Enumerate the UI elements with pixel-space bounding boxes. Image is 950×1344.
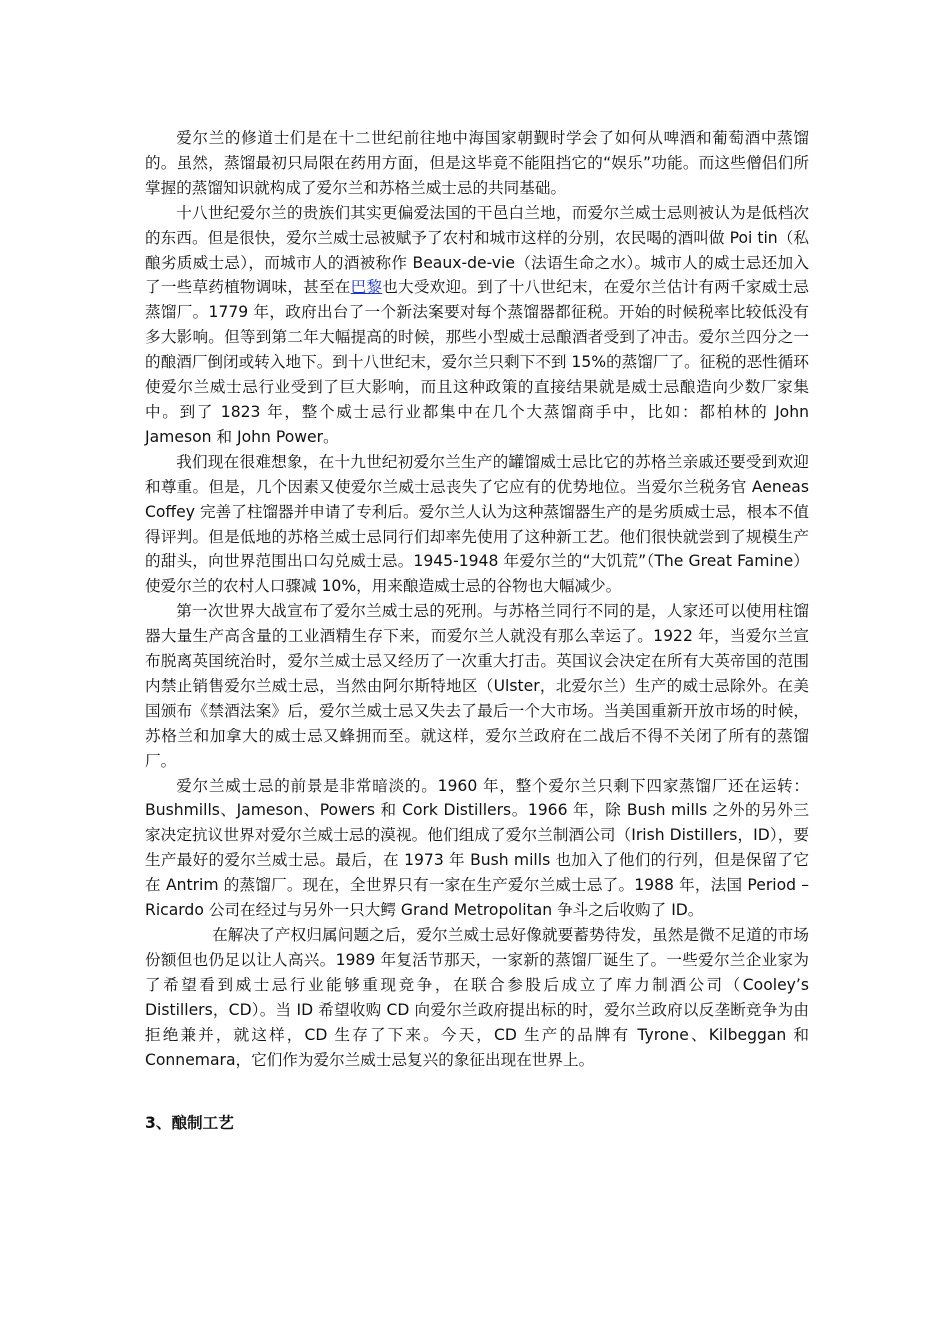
paragraph-cooley-distillers: 在解决了产权归属问题之后，爱尔兰威士忌好像就要蓄势待发，虽然是微不足道的市场份额但也仍足以让人高兴。1989 年复活节那天，一家新的蒸馏厂诞生了。一些爱尔兰企业家为了希望看到威士忌行业能够重现竞争，在联合参股后成立了库力制酒公司（Cooley’s Distillers，CD）。当 ID 希望收购 CD 向爱尔兰政府提出标的时，爱尔兰政府以反垄断竞争为由拒绝兼并，就这样，CD 生存了下来。今天，CD 生产的品牌有 Tyrone、Kilbeggan 和 Connemara，它们作为爱尔兰威士忌复兴的象征出现在世界上。	[145, 926, 809, 1069]
paragraph-monks-distillation: 爱尔兰的修道士们是在十二世纪前往地中海国家朝觐时学会了如何从啤酒和葡萄酒中蒸馏的。虽然，蒸馏最初只局限在药用方面，但是这毕竟不能阻挡它的“娱乐”功能。而这些僧侣们所掌握的蒸馏知识就构成了爱尔兰和苏格兰威士忌的共同基础。	[145, 129, 809, 197]
paragraph-ww1-decline: 第一次世界大战宣布了爱尔兰威士忌的死刑。与苏格兰同行不同的是，人家还可以使用柱馏器大量生产高含量的工业酒精生存下来，而爱尔兰人就没有那么幸运了。1922 年，当爱尔兰宣布脱离英国统治时，爱尔兰威士忌又经历了一次重大打击。英国议会决定在所有大英帝国的范围内禁止销售爱尔兰威士忌，当然由阿尔斯特地区（Ulster，北爱尔兰）生产的威士忌除外。在美国颁布《禁酒法案》后，爱尔兰威士忌又失去了最后一个大市场。当美国重新开放市场的时候，苏格兰和加拿大的威士忌又蜂拥而至。就这样，爱尔兰政府在二战后不得不关闭了所有的蒸馏厂。	[145, 602, 809, 770]
paris-link[interactable]: 巴黎	[350, 278, 383, 297]
document-body	[145, 126, 809, 1136]
paragraph-19th-century: 我们现在很难想象，在十九世纪初爱尔兰生产的罐馏威士忌比它的苏格兰亲戚还要受到欢迎和尊重。但是，几个因素又使爱尔兰威士忌丧失了它应有的优势地位。当爱尔兰税务官 Aeneas Coffey 完善了柱馏器并申请了专利后。爱尔兰人认为这种蒸馏器生产的是劣质威士忌，根本不值得评判。但是低地的苏格兰威士忌同行们却率先使用了这种新工艺。他们很快就尝到了规模生产的甜头，向世界范围出口勾兑威士忌。1945-1948 年爱尔兰的“大饥荒”（The Great Famine）使爱尔兰的农村人口骤减 10%，用来酿造威士忌的谷物也大幅减少。	[145, 452, 809, 596]
paragraph-text: 也大受欢迎。到了十八世纪末，在爱尔兰估计有两千家威士忌蒸馏厂。1779 年，政府出台了一个新法案要对每个蒸馏器都征税。开始的时候税率比较低没有多大影响。但等到第二年大幅提高的时候，那些小型威士忌酿酒者受到了冲击。爱尔兰四分之一的酿酒厂倒闭或转入地下。到十八世纪末，爱尔兰只剩下不到 15%的蒸馏厂了。征税的恶性循环使爱尔兰威士忌行业受到了巨大影响，而且这种政策的直接结果就是威士忌酿造向少数厂家集中。到了 1823 年，整个威士忌行业都集中在几个大蒸馏商手中，比如：都柏林的 John Jameson 和 John Power。	[145, 278, 809, 446]
paragraph-text: 十八世纪爱尔兰的贵族们其实更偏爱法国的干邑白兰地，而爱尔兰威士忌则被认为是低档次的东西。但是很快，爱尔兰威士忌被赋予了农村和城市这样的分别，农民喝的酒叫做 Poi tin（私酿劣质威士忌），而城市人的酒被称作 Beaux-de-vie（法语生命之水）。城市人的威士忌还加入了一些草药植物调味，甚至在	[145, 203, 809, 297]
section-heading: 3、酿制工艺	[145, 1114, 234, 1133]
paragraph-18th-century	[145, 201, 809, 450]
paragraph-irish-distillers: 爱尔兰威士忌的前景是非常暗淡的。1960 年，整个爱尔兰只剩下四家蒸馏厂还在运转：Bushmills、Jameson、Powers 和 Cork Distillers。1966 年，除 Bush mills 之外的另外三家决定抗议世界对爱尔兰威士忌的漠视。他们组成了爱尔兰制酒公司（Irish Distillers，ID），要生产最好的爱尔兰威士忌。最后，在 1973 年 Bush mills 也加入了他们的行列，但是保留了它在 Antrim 的蒸馏厂。现在，全世界只有一家在生产爱尔兰威士忌了。1988 年，法国 Period – Ricardo 公司在经过与另外一只大鳄 Grand Metropolitan 争斗之后收购了 ID。	[145, 776, 809, 920]
